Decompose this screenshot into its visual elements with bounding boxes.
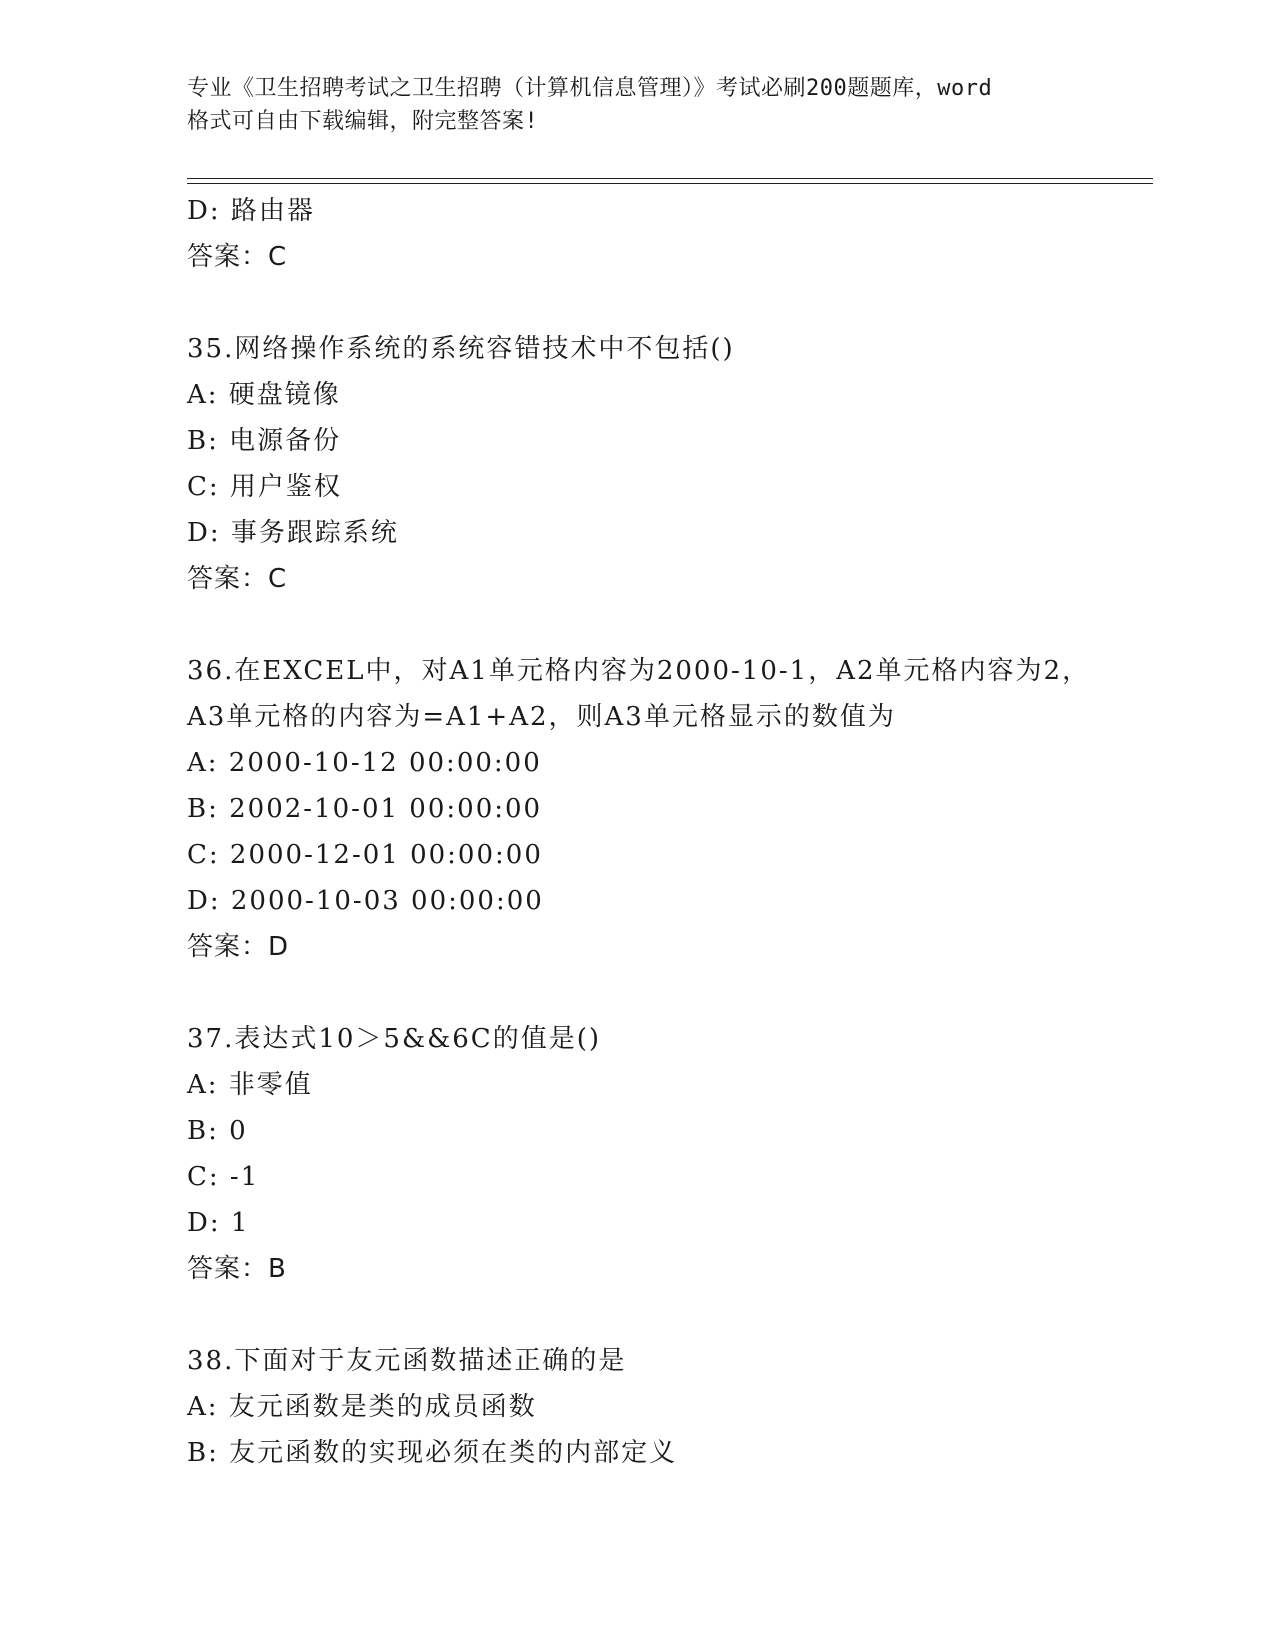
question-stem: 38.下面对于友元函数描述正确的是 xyxy=(187,1346,627,1376)
question-37 xyxy=(187,1016,1147,1292)
option-c: C: 2000-12-01 00:00:00 xyxy=(187,840,543,870)
option-c: C: -1 xyxy=(187,1162,260,1192)
option-b: B: 电源备份 xyxy=(187,426,342,456)
spacer xyxy=(187,1292,1147,1338)
option-d: D: 1 xyxy=(187,1208,250,1238)
option-a: A: 非零值 xyxy=(187,1070,313,1100)
header-divider xyxy=(187,178,1153,184)
option-a: A: 硬盘镜像 xyxy=(187,380,341,410)
question-35 xyxy=(187,326,1147,602)
question-34-tail xyxy=(187,188,1147,280)
answer-line: 答案：D xyxy=(187,932,290,962)
option-d: D: 2000-10-03 00:00:00 xyxy=(187,886,544,916)
question-stem-line-2: A3单元格的内容为=A1+A2，则A3单元格显示的数值为 xyxy=(187,702,896,732)
answer-line: 答案：C xyxy=(187,242,288,272)
question-list xyxy=(187,188,1147,1476)
option-b: B: 0 xyxy=(187,1116,248,1146)
answer-line: 答案：C xyxy=(187,564,288,594)
spacer xyxy=(187,280,1147,326)
question-stem: 35.网络操作系统的系统容错技术中不包括() xyxy=(187,334,735,364)
option-b: B: 友元函数的实现必须在类的内部定义 xyxy=(187,1438,678,1468)
option-d: D: 事务跟踪系统 xyxy=(187,518,399,548)
question-38 xyxy=(187,1338,1147,1476)
question-stem: 37.表达式10＞5&&6C的值是() xyxy=(187,1024,601,1054)
document-header xyxy=(187,72,1087,138)
header-title-line-2: 格式可自由下载编辑，附完整答案! xyxy=(187,109,539,134)
header-title-line-1: 专业《卫生招聘考试之卫生招聘（计算机信息管理）》考试必刷200题题库，word xyxy=(187,76,993,101)
answer-line: 答案：B xyxy=(187,1254,287,1284)
option-b: B: 2002-10-01 00:00:00 xyxy=(187,794,543,824)
option-a: A: 友元函数是类的成员函数 xyxy=(187,1392,537,1422)
option-d: D: 路由器 xyxy=(187,196,315,226)
spacer xyxy=(187,602,1147,648)
option-c: C: 用户鉴权 xyxy=(187,472,342,502)
question-36 xyxy=(187,648,1147,970)
spacer xyxy=(187,970,1147,1016)
question-stem-line-1: 36.在EXCEL中，对A1单元格内容为2000-10-1，A2单元格内容为2， xyxy=(187,656,1091,686)
option-a: A: 2000-10-12 00:00:00 xyxy=(187,748,542,778)
